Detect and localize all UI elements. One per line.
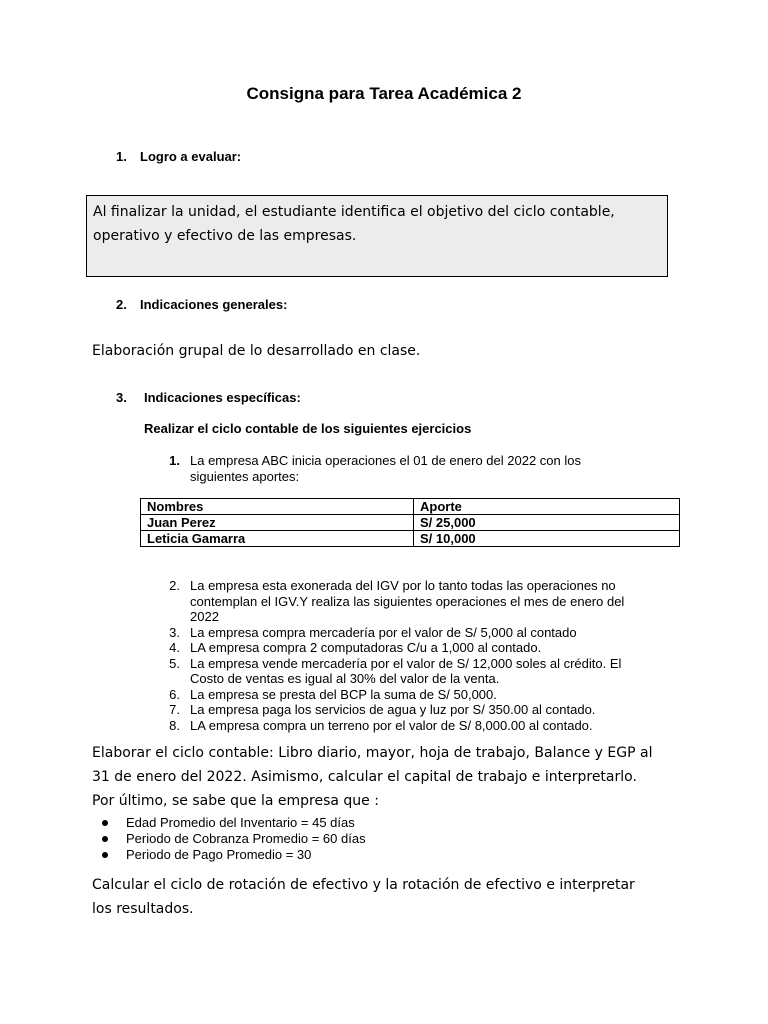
operations-list bbox=[164, 578, 704, 738]
list-item bbox=[102, 815, 502, 831]
list-item-line: contemplan el IGV.Y realiza las siguientes operaciones el mes de enero del bbox=[190, 593, 625, 609]
list-item bbox=[102, 831, 502, 847]
table-row bbox=[141, 515, 680, 531]
logro-line-2: operativo y efectivo de las empresas. bbox=[93, 228, 357, 244]
list-item bbox=[164, 702, 704, 718]
list-item-line: 2022 bbox=[190, 609, 219, 624]
bullet-text: Periodo de Pago Promedio = 30 bbox=[126, 847, 312, 862]
list-item bbox=[164, 625, 704, 641]
paragraph-1-line-1: Elaborar el ciclo contable: Libro diario, mayor, hoja de trabajo, Balance y EGP al bbox=[92, 745, 653, 761]
list-item-line: LA empresa compra 2 computadoras C/u a 1,000 al contado. bbox=[190, 640, 542, 655]
list-item-line: La empresa vende mercadería por el valor de S/ 12,000 soles al crédito. El bbox=[190, 655, 622, 671]
list-item bbox=[164, 718, 704, 734]
bullet-text: Edad Promedio del Inventario = 45 días bbox=[126, 815, 355, 830]
list-item bbox=[164, 687, 704, 703]
bullet-text: Periodo de Cobranza Promedio = 60 días bbox=[126, 831, 366, 846]
section-3-number: 3. bbox=[116, 390, 127, 405]
section-2-heading bbox=[116, 297, 287, 312]
table-header-nombres: Nombres bbox=[141, 499, 414, 515]
section-2-number: 2. bbox=[116, 297, 127, 312]
list-item-line: LA empresa compra un terreno por el valor de S/ 8,000.00 al contado. bbox=[190, 717, 593, 733]
table-cell-nombre: Leticia Gamarra bbox=[141, 531, 414, 547]
bullet-icon bbox=[102, 852, 108, 858]
paragraph-1 bbox=[92, 741, 652, 813]
paragraph-2-line-1: Calcular el ciclo de rotación de efectivo y la rotación de efectivo e interpretar bbox=[92, 877, 635, 893]
table-header-row bbox=[141, 499, 680, 515]
list-item-line: La empresa compra mercadería por el valor de S/ 5,000 al contado bbox=[190, 624, 577, 640]
table-row bbox=[141, 531, 680, 547]
list-item bbox=[164, 656, 704, 687]
exercise-1-line-2: siguientes aportes: bbox=[190, 468, 300, 484]
section-2-title: Indicaciones generales: bbox=[140, 297, 288, 312]
bullet-icon bbox=[102, 820, 108, 826]
section-1-number: 1. bbox=[116, 149, 127, 164]
section-1-title: Logro a evaluar: bbox=[140, 149, 242, 164]
section-1-heading bbox=[116, 149, 241, 164]
exercise-1 bbox=[164, 453, 684, 485]
list-item-number: 3. bbox=[169, 624, 180, 640]
bullet-list bbox=[102, 815, 502, 863]
section-2-text: Elaboración grupal de lo desarrollado en clase. bbox=[92, 343, 421, 359]
section-3-heading bbox=[116, 390, 301, 405]
list-item-number: 6. bbox=[169, 686, 180, 702]
list-item-line: La empresa esta exonerada del IGV por lo tanto todas las operaciones no bbox=[190, 578, 616, 593]
list-item bbox=[102, 847, 502, 863]
page-title: Consigna para Tarea Académica 2 bbox=[246, 84, 522, 103]
section-3-title: Indicaciones específicas: bbox=[144, 390, 301, 405]
list-item bbox=[164, 578, 704, 625]
list-item-number: 7. bbox=[169, 702, 180, 717]
exercise-1-line-1: La empresa ABC inicia operaciones el 01 de enero del 2022 con los bbox=[190, 453, 581, 468]
paragraph-2-line-2: los resultados. bbox=[92, 901, 194, 917]
list-item-number: 5. bbox=[169, 655, 180, 671]
section-3-subheading: Realizar el ciclo contable de los siguientes ejercicios bbox=[144, 421, 472, 436]
table-cell-nombre: Juan Perez bbox=[141, 515, 414, 531]
exercise-1-number: 1. bbox=[169, 453, 180, 468]
bullet-icon bbox=[102, 836, 108, 842]
list-item-number: 8. bbox=[169, 717, 180, 733]
logro-line-1: Al finalizar la unidad, el estudiante identifica el objetivo del ciclo contable, bbox=[93, 204, 615, 220]
paragraph-2 bbox=[92, 873, 635, 921]
list-item-number: 4. bbox=[169, 640, 180, 655]
list-item-number: 2. bbox=[169, 578, 180, 593]
list-item-line: La empresa paga los servicios de agua y luz por S/ 350.00 al contado. bbox=[190, 702, 596, 717]
list-item bbox=[164, 640, 704, 656]
table-cell-aporte: S/ 25,000 bbox=[414, 515, 680, 531]
list-item-line: Costo de ventas es igual al 30% del valor de la venta. bbox=[190, 671, 500, 686]
paragraph-1-line-2: 31 de enero del 2022. Asimismo, calcular el capital de trabajo e interpretarlo. bbox=[92, 769, 637, 785]
aportes-table bbox=[140, 498, 680, 547]
table-header-aporte: Aporte bbox=[414, 499, 680, 515]
list-item-line: La empresa se presta del BCP la suma de S/ 50,000. bbox=[190, 686, 497, 702]
table-cell-aporte: S/ 10,000 bbox=[414, 531, 680, 547]
logro-box bbox=[86, 195, 668, 277]
paragraph-1-line-3: Por último, se sabe que la empresa que : bbox=[92, 793, 379, 809]
